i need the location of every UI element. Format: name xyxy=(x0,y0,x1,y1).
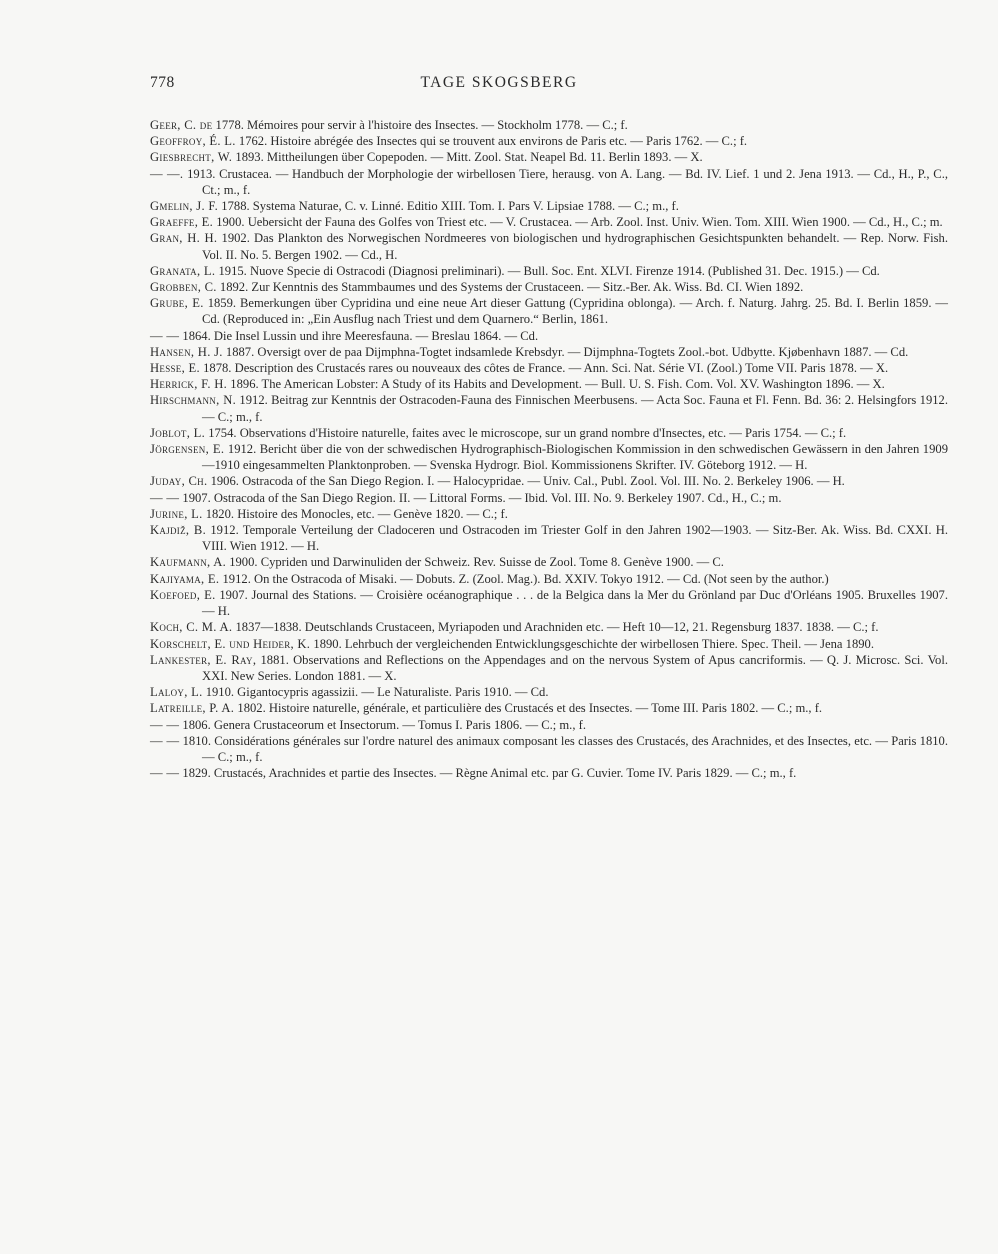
reference-author: — — xyxy=(150,328,180,343)
reference-text: 1902. Das Plankton des Norwegischen Nordmeeres von biologischen und hydrographischen Gesichtspunkten behandelt. — Rep. Norw. Fish. Vol. II. No. 5. Bergen 1902. — Cd., H. xyxy=(202,231,948,262)
reference-entry xyxy=(150,684,948,700)
reference-text: 1896. The American Lobster: A Study of its Habits and Development. — Bull. U. S. Fish. Com. Vol. XV. Washington 1896. — X. xyxy=(230,377,885,392)
reference-text: 1820. Histoire des Monocles, etc. — Genève 1820. — C.; f. xyxy=(205,506,508,521)
reference-author: Korschelt, E. und Heider, K. xyxy=(150,636,311,651)
reference-entry xyxy=(150,490,948,506)
reference-entry xyxy=(150,149,948,165)
reference-entry xyxy=(150,376,948,392)
reference-text: 1907. Ostracoda of the San Diego Region. II. — Littoral Forms. — Ibid. Vol. III. No. 9. Berkeley 1907. Cd., H., C.; m. xyxy=(182,490,782,505)
reference-entry xyxy=(150,117,948,133)
reference-author: Gran, H. H. xyxy=(150,231,218,246)
reference-text: 1907. Journal des Stations. — Croisière océanographique . . . de la Belgica dans la Mer du Grönland par Duc d'Orléans 1905. Bruxelles 1907. — H. xyxy=(202,587,948,619)
reference-text: 1906. Ostracoda of the San Diego Region. I. — Halocypridae. — Univ. Cal., Publ. Zool. Vol. III. No. 2. Berkeley 1906. — H. xyxy=(210,474,845,489)
reference-entry xyxy=(150,506,948,522)
reference-entry xyxy=(150,392,948,424)
reference-entry xyxy=(150,214,948,230)
reference-entry xyxy=(150,263,948,279)
reference-entry xyxy=(150,619,948,635)
reference-author: Hesse, E. xyxy=(150,361,200,376)
reference-author: — —. xyxy=(150,166,184,181)
reference-entry xyxy=(150,473,948,489)
reference-author: Grobben, C. xyxy=(150,280,217,295)
reference-author: Jurine, L. xyxy=(150,506,203,521)
reference-author: Gmelin, J. F. xyxy=(150,199,219,214)
reference-author: Hirschmann, N. xyxy=(150,393,237,408)
reference-author: Joblot, L. xyxy=(150,425,206,440)
reference-list xyxy=(150,117,948,781)
reference-entry xyxy=(150,198,948,214)
reference-author: Juday, Ch. xyxy=(150,474,208,489)
reference-entry xyxy=(150,133,948,149)
reference-entry xyxy=(150,522,948,554)
reference-text: 1881. Observations and Reflections on the Appendages and on the nervous System of Apus cancriformis. — Q. J. Microsc. Sci. Vol. XXI. New Series. London 1881. — X. xyxy=(202,652,948,683)
reference-entry xyxy=(150,700,948,716)
reference-text: 1892. Zur Kenntnis des Stammbaumes und des Systems der Crustaceen. — Sitz.-Ber. Ak. Wiss. Bd. CI. Wien 1892. xyxy=(219,280,804,295)
reference-text: 1913. Crustacea. — Handbuch der Morphologie der wirbellosen Tiere, herausg. von A. Lang. — Bd. IV. Lief. 1 und 2. Jena 1913. — Cd., H., P., C., Ct.; m., f. xyxy=(187,166,948,197)
reference-entry xyxy=(150,166,948,198)
reference-author: Laloy, L. xyxy=(150,685,203,700)
reference-author: Jörgensen, E. xyxy=(150,442,225,457)
reference-author: Geoffroy, É. L. xyxy=(150,134,236,149)
reference-author: Graeffe, E. xyxy=(150,215,214,230)
reference-entry xyxy=(150,441,948,473)
reference-author: Latreille, P. A. xyxy=(150,701,235,716)
reference-text: 1910. Gigantocypris agassizii. — Le Naturaliste. Paris 1910. — Cd. xyxy=(205,685,549,700)
reference-text: 1806. Genera Crustaceorum et Insectorum. — Tomus I. Paris 1806. — C.; m., f. xyxy=(182,717,586,732)
reference-text: 1912. Bericht über die von der schwedischen Hydrographisch-Biologischen Kommission in den schwedischen Gewässern in den Jahren 1909—1910 eingesammelten Planktonproben. — Svenska Hydrogr. Biol. Kommissionens Skrifter. IV. Göteborg 1912. — H. xyxy=(202,442,948,473)
reference-text: 1859. Bemerkungen über Cypridina und eine neue Art dieser Gattung (Cypridina oblonga). — Arch. f. Naturg. Jahrg. 25. Bd. I. Berlin 1859. — Cd. (Reproduced in: „Ein Ausflug nach Triest und dem Quarnero.“ Berlin, 1861. xyxy=(202,296,948,327)
reference-text: 1778. Mémoires pour servir à l'histoire des Insectes. — Stockholm 1778. — C.; f. xyxy=(215,118,628,132)
reference-author: Grube, E. xyxy=(150,296,204,311)
reference-author: Hansen, H. J. xyxy=(150,344,223,359)
reference-text: 1912. On the Ostracoda of Misaki. — Dobuts. Z. (Zool. Mag.). Bd. XXIV. Tokyo 1912. — Cd. (Not seen by the author.) xyxy=(222,571,829,586)
reference-author: — — xyxy=(150,733,180,748)
running-title: TAGE SKOGSBERG xyxy=(420,74,578,91)
reference-entry xyxy=(150,571,948,587)
reference-text: 1912. Temporale Verteilung der Cladoceren und Ostracoden im Triester Golf in den Jahren 1902—1903. — Sitz-Ber. Ak. Wiss. Bd. CXXI. H. VIII. Wien 1912. — H. xyxy=(202,523,949,554)
reference-author: Giesbrecht, W. xyxy=(150,150,233,165)
reference-text: 1900. Cypriden und Darwinuliden der Schweiz. Rev. Suisse de Zool. Tome 8. Genève 1900. — C. xyxy=(229,555,724,570)
reference-entry xyxy=(150,554,948,570)
reference-text: 1893. Mittheilungen über Copepoden. — Mitt. Zool. Stat. Neapel Bd. 11. Berlin 1893. — X. xyxy=(235,150,703,165)
reference-text: 1878. Description des Crustacés rares ou nouveaux des côtes de France. — Ann. Sci. Nat. Série VI. (Zool.) Tome VII. Paris 1878. — X. xyxy=(203,361,889,376)
reference-author: Koefoed, E. xyxy=(150,587,216,602)
reference-entry xyxy=(150,733,948,765)
reference-entry xyxy=(150,360,948,376)
reference-author: — — xyxy=(150,717,180,732)
reference-text: 1915. Nuove Specie di Ostracodi (Diagnosi preliminari). — Bull. Soc. Ent. XLVI. Firenze 1914. (Published 31. Dec. 1915.) — Cd. xyxy=(218,263,880,278)
reference-text: 1829. Crustacés, Arachnides et partie des Insectes. — Règne Animal etc. par G. Cuvier. Tome IV. Paris 1829. — C.; m., f. xyxy=(182,766,797,781)
reference-entry xyxy=(150,636,948,652)
reference-author: Herrick, F. H. xyxy=(150,377,228,392)
page-header xyxy=(150,74,848,98)
reference-author: Kaufmann, A. xyxy=(150,555,227,570)
reference-text: 1912. Beitrag zur Kenntnis der Ostracoden-Fauna des Finnischen Meerbusens. — Acta Soc. Fauna et Fl. Fenn. Bd. 36: 2. Helsingfors 1912. — C.; m., f. xyxy=(202,393,949,424)
reference-text: 1837—1838. Deutschlands Crustaceen, Myriapoden und Arachniden etc. — Heft 10—12, 21. Regensburg 1837. 1838. — C.; f. xyxy=(235,620,879,635)
reference-author: — — xyxy=(150,766,180,781)
reference-text: 1802. Histoire naturelle, générale, et particulière des Crustacés et des Insectes. — Tome III. Paris 1802. — C.; m., f. xyxy=(237,701,823,716)
reference-text: 1887. Oversigt over de paa Dijmphna-Togtet indsamlede Krebsdyr. — Dijmphna-Togtets Zool.-bot. Udbytte. Kjøbenhavn 1887. — Cd. xyxy=(225,344,909,359)
reference-author: Koch, C. M. A. xyxy=(150,620,233,635)
reference-text: 1754. Observations d'Histoire naturelle, faites avec le microscope, sur un grand nombre d'Insectes, etc. — Paris 1754. — C.; f. xyxy=(208,425,847,440)
reference-entry xyxy=(150,295,948,327)
reference-entry xyxy=(150,652,948,684)
reference-text: 1788. Systema Naturae, C. v. Linné. Editio XIII. Tom. I. Pars V. Lipsiae 1788. — C.; m., f. xyxy=(221,199,679,214)
reference-author: Granata, L. xyxy=(150,263,216,278)
reference-text: 1864. Die Insel Lussin und ihre Meeresfauna. — Breslau 1864. — Cd. xyxy=(182,328,539,343)
reference-author: Kajiyama, E. xyxy=(150,571,220,586)
reference-entry xyxy=(150,717,948,733)
reference-author: — — xyxy=(150,490,180,505)
reference-entry xyxy=(150,230,948,262)
reference-entry xyxy=(150,279,948,295)
reference-entry xyxy=(150,344,948,360)
reference-author: Geer, C. de xyxy=(150,118,213,132)
reference-author: Kajdiž, B. xyxy=(150,523,207,538)
reference-text: 1900. Uebersicht der Fauna des Golfes von Triest etc. — V. Crustacea. — Arb. Zool. Inst. Univ. Wien. Tom. XIII. Wien 1900. — Cd., H., C.; m. xyxy=(216,215,943,230)
reference-author: Lankester, E. Ray, xyxy=(150,652,257,667)
reference-entry xyxy=(150,587,948,619)
reference-entry xyxy=(150,765,948,781)
reference-text: 1890. Lehrbuch der vergleichenden Entwicklungsgeschichte der wirbellosen Thiere. Spec. Theil. — Jena 1890. xyxy=(313,636,874,651)
reference-entry xyxy=(150,425,948,441)
reference-text: 1762. Histoire abrégée des Insectes qui se trouvent aux environs de Paris etc. — Paris 1762. — C.; f. xyxy=(238,134,748,149)
reference-entry xyxy=(150,328,948,344)
page-number: 778 xyxy=(150,74,175,91)
reference-text: 1810. Considérations générales sur l'ordre naturel des animaux composant les classes des Crustacés, des Arachnides, et des Insectes, etc. — Paris 1810. — C.; m., f. xyxy=(182,733,948,764)
